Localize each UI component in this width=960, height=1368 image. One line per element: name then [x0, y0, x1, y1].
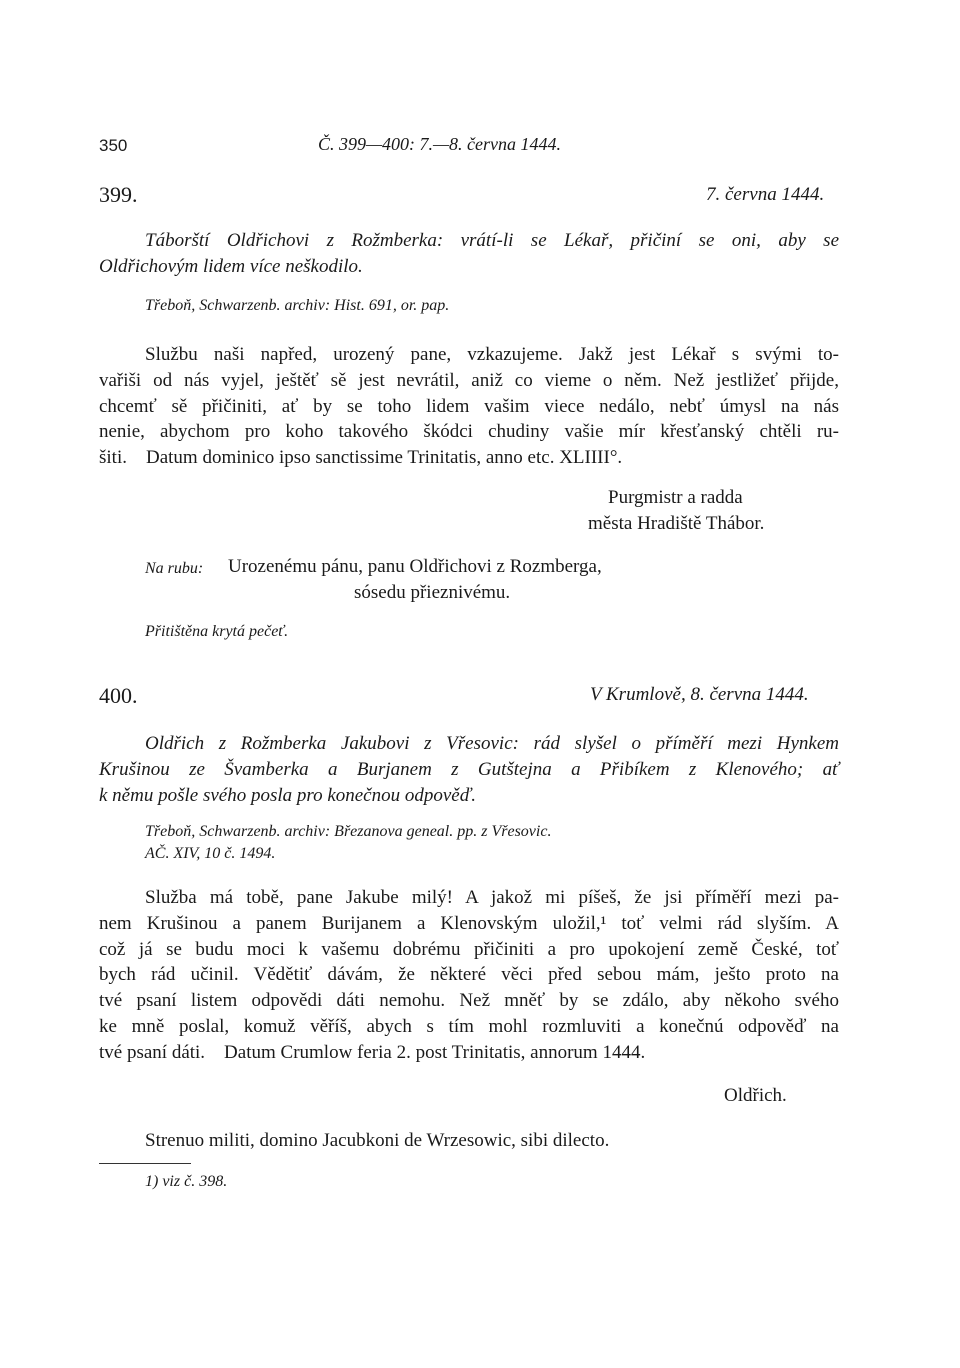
text-399-line-2: vařiši od nás vyjel, ještěť sě jest nevrátil, aniž co vieme o něm. Než jestližeť přijde,: [99, 370, 839, 391]
seal-note-399: Přitištěna krytá pečeť.: [145, 623, 289, 640]
address-400: Strenuo militi, domino Jacubkoni de Wrzesowic, sibi dilecto.: [145, 1130, 610, 1151]
text-399-line-1: Službu naši napřed, urozený pane, vzkazujeme. Jakž jest Lékař s svými to-: [145, 344, 839, 365]
signature-399-line-1: Purgmistr a radda: [608, 487, 743, 508]
address-399-line-2: sósedu přieznivému.: [354, 582, 511, 603]
text-400-line-5: tvé psaní listem odpovědi dáti nemohu. Než mněť by se zdálo, aby někoho svého: [99, 990, 839, 1011]
text-400-line-2: nem Krušinou a panem Burijanem a Klenovským uložil,¹ toť velmi rád slyším. A: [99, 913, 839, 934]
page-number: 350: [99, 136, 128, 155]
text-400-line-4: bych rád učinil. Vědětiť dávám, že některé věci před sebou mám, ješto proto na: [99, 964, 839, 985]
text-400-line-1: Služba má tobě, pane Jakube milý! A jakož mi píšeš, že jsi příměří mezi pa-: [145, 887, 839, 908]
footnote-1: 1) viz č. 398.: [145, 1173, 228, 1190]
regest-399-line-1: Táborští Oldřichovi z Rožmberka: vrátí-li se Lékař, přičiní se oni, aby se: [145, 230, 839, 251]
address-399-line-1: Urozenému pánu, panu Oldřichovi z Rozmberga,: [228, 556, 602, 577]
document-place-date-400: V Krumlově, 8. června 1444.: [590, 684, 809, 705]
regest-400-line-2: Krušinou ze Švamberka a Burjanem z Gutštejna a Přibíkem z Klenového; ať: [99, 759, 839, 780]
text-400-line-3: což já se budu moci k vašemu dobrému přičiniti a pro upokojení země České, toť: [99, 939, 839, 960]
footnote-rule: [99, 1163, 191, 1164]
document-date-399: 7. června 1444.: [706, 184, 825, 205]
signature-399-line-2: města Hradiště Thábor.: [588, 513, 765, 534]
text-400-line-7: tvé psaní dáti. Datum Crumlow feria 2. post Trinitatis, annorum 1444.: [99, 1042, 646, 1063]
text-399-line-4: nenie, abychom pro koho takového škódci chudiny vašie mír křesťanský chtěli ru-: [99, 421, 839, 442]
address-label-399: Na rubu:: [145, 560, 204, 577]
text-400-line-6: ke mně poslal, komuž věříš, abych s tím mohl rozmluviti a konečnú odpověď na: [99, 1016, 839, 1037]
regest-400-line-3: k němu pošle svého posla pro konečnou odpověď.: [99, 785, 477, 806]
regest-399-line-2: Oldřichovým lidem více neškodilo.: [99, 256, 363, 277]
archive-source-400-line-2: AČ. XIV, 10 č. 1494.: [145, 845, 276, 862]
regest-400-line-1: Oldřich z Rožmberka Jakubovi z Vřesovic: rád slyšel o příměří mezi Hynkem: [145, 733, 839, 754]
archive-source-400-line-1: Třeboň, Schwarzenb. archiv: Březanova geneal. pp. z Vřesovic.: [145, 823, 552, 840]
document-number-399: 399.: [99, 182, 138, 207]
text-399-line-3: chcemť sě přičiniti, ať by se toho lidem vašim viece nedálo, nebť úmysl na nás: [99, 396, 839, 417]
running-head: Č. 399—400: 7.—8. června 1444.: [318, 134, 561, 154]
document-number-400: 400.: [99, 683, 138, 708]
text-399-line-5: šiti. Datum dominico ipso sanctissime Trinitatis, anno etc. XLIIII°.: [99, 447, 623, 468]
archive-source-399: Třeboň, Schwarzenb. archiv: Hist. 691, or. pap.: [145, 297, 450, 314]
signature-400: Oldřich.: [724, 1085, 787, 1106]
